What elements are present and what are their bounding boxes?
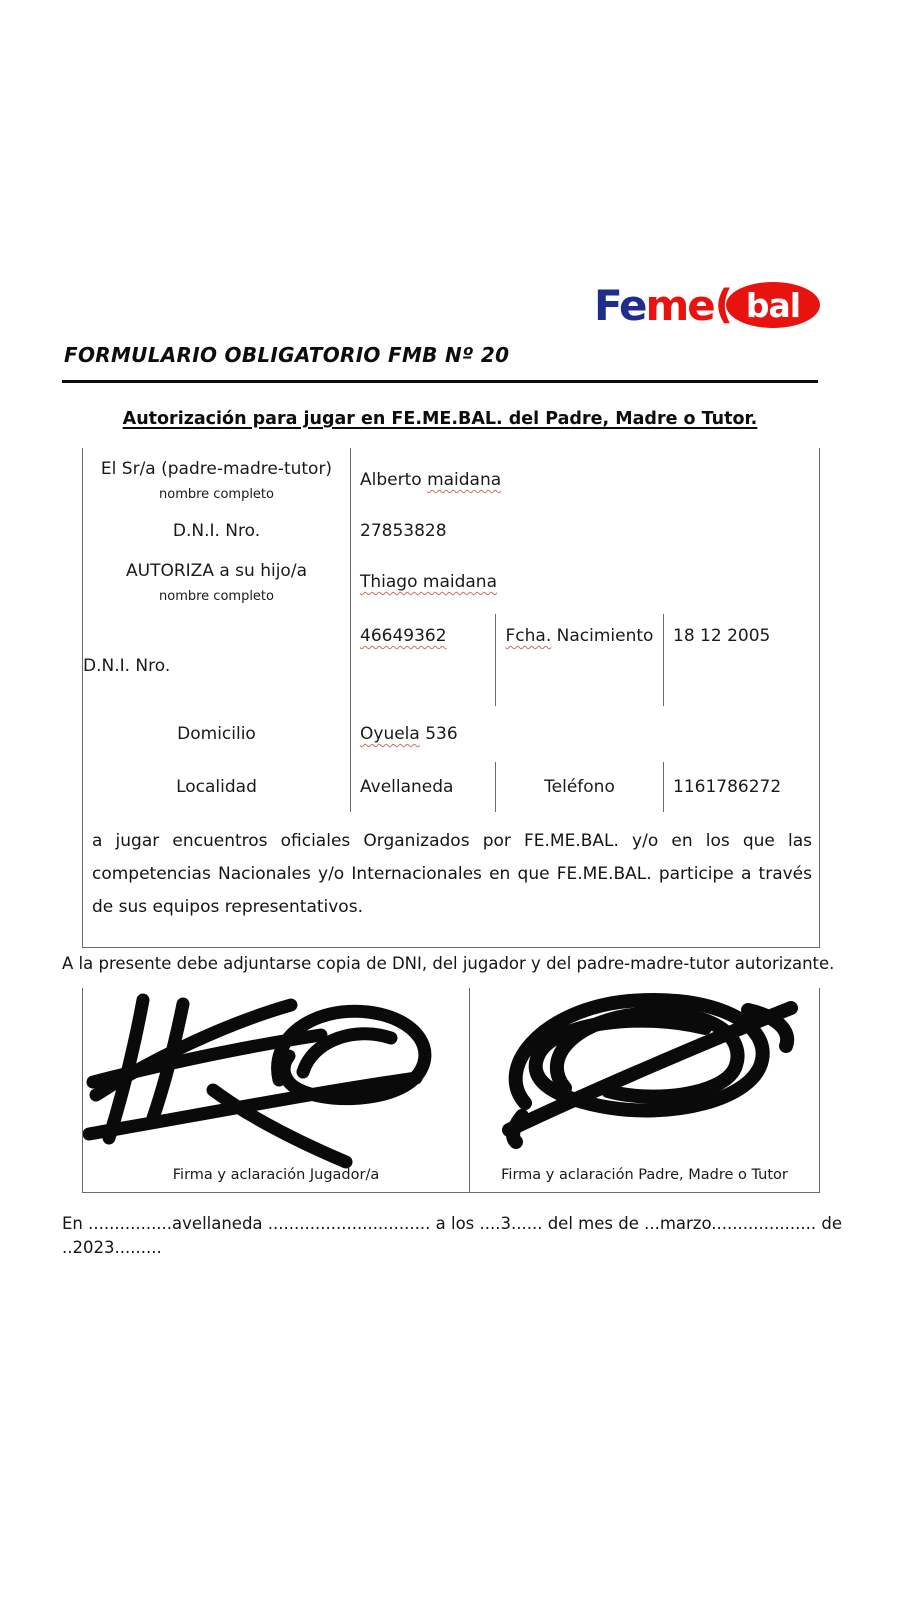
logo-text-me: me xyxy=(645,280,714,330)
authorization-table xyxy=(82,448,820,948)
field-sublabel-nombre-completo-2: nombre completo xyxy=(159,588,274,604)
femebal-logo xyxy=(593,280,820,330)
field-value-dni-tutor: 27853828 xyxy=(360,521,447,541)
guardian-signature-box xyxy=(470,988,820,1193)
player-signature-box xyxy=(82,988,470,1193)
field-value-telefono: 1161786272 xyxy=(673,777,782,797)
authorization-heading: Autorización para jugar en FE.ME.BAL. del Padre, Madre o Tutor. xyxy=(122,409,758,429)
form-title: FORMULARIO OBLIGATORIO FMB Nº 20 xyxy=(64,343,510,367)
logo-ball-icon xyxy=(726,282,820,328)
logo-text-bal: bal xyxy=(745,285,801,325)
player-signature-label: Firma y aclaración Jugador/a xyxy=(172,1167,380,1183)
field-label-localidad: Localidad xyxy=(83,762,351,812)
field-label-dni-child: D.N.I. Nro. xyxy=(83,614,351,706)
guardian-signature-label: Firma y aclaración Padre, Madre o Tutor xyxy=(501,1167,788,1183)
field-label-autoriza: AUTORIZA a su hijo/a nombre completo xyxy=(83,550,351,614)
paragraph-line-1: a jugar encuentros oficiales Organizados por FE.ME.BAL. y/o en los que las xyxy=(92,831,812,851)
field-value-tutor-name: Alberto maidana xyxy=(360,470,502,490)
field-label-domicilio: Domicilio xyxy=(83,706,351,762)
field-value-dni-child: 46649362 xyxy=(351,614,496,706)
field-label-birthdate: Fcha. Nacimiento xyxy=(496,614,664,706)
field-value-child-name: Thiago maidana xyxy=(360,572,497,592)
field-label-dni-tutor: D.N.I. Nro. xyxy=(83,512,351,550)
date-line-1: En ................avellaneda ............................... a los ....3...... del mes de ...marzo.................... de xyxy=(62,1214,843,1233)
paragraph-line-3: de sus equipos representativos. xyxy=(92,897,363,917)
authorization-paragraph xyxy=(83,812,821,947)
field-value-localidad: Avellaneda xyxy=(351,762,496,812)
player-signature-icon xyxy=(83,988,471,1193)
logo-text-fe: Fe xyxy=(593,280,646,330)
paragraph-line-2: competencias Nacionales y/o Internacionales en que FE.ME.BAL. participe a través xyxy=(92,864,812,884)
field-value-domicilio: Oyuela 536 xyxy=(360,724,458,744)
field-label-telefono: Teléfono xyxy=(496,762,664,812)
field-value-birthdate: 18 12 2005 xyxy=(673,626,771,646)
field-sublabel-nombre-completo: nombre completo xyxy=(159,486,274,502)
attachment-note: A la presente debe adjuntarse copia de DNI, del jugador y del padre-madre-tutor autorizante. xyxy=(62,954,835,973)
signature-section xyxy=(82,988,820,1193)
field-label-tutor: El Sr/a (padre-madre-tutor) nombre completo xyxy=(83,448,351,512)
date-line-2: ..2023......... xyxy=(62,1238,162,1257)
logo-paren: ( xyxy=(714,282,733,328)
title-divider xyxy=(62,380,818,383)
guardian-signature-icon xyxy=(470,988,820,1193)
date-place-line xyxy=(62,1212,852,1260)
